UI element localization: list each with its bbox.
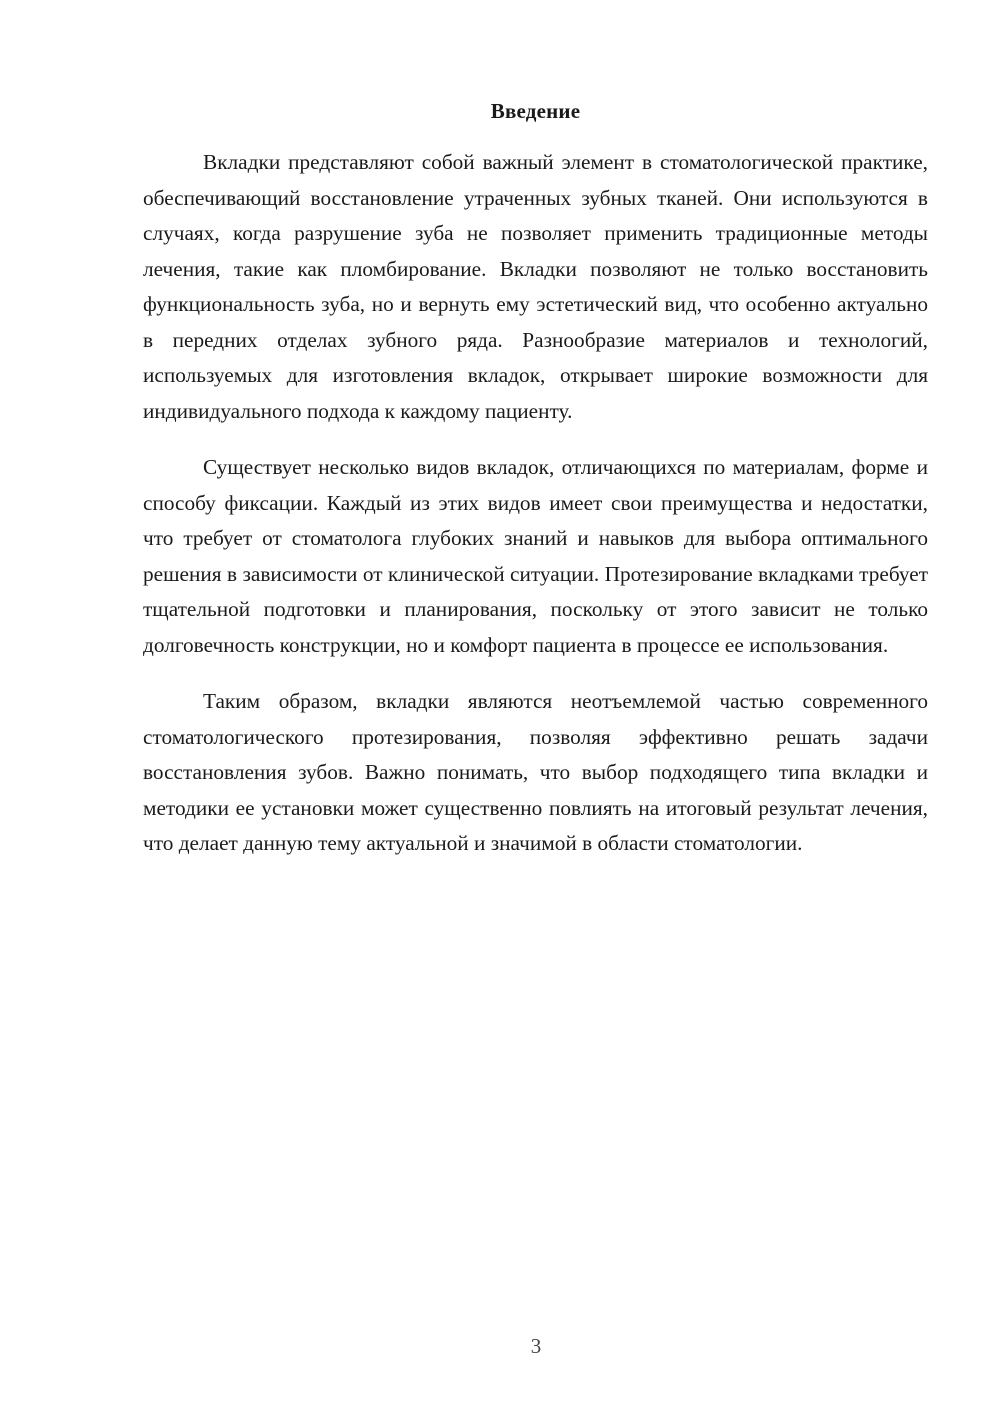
page-content (143, 98, 928, 883)
paragraph-2: Существует несколько видов вкладок, отличающихся по материалам, форме и способу фиксации. Каждый из этих видов имеет свои преимущества и недостатки, что требует от стоматолога глубоких знаний и навыков для выбора оптимального решения в зависимости от клинической ситуации. Протезирование вкладками требует тщательной подготовки и планирования, поскольку от этого зависит не только долговечность конструкции, но и комфорт пациента в процессе ее использования. (143, 455, 928, 657)
paragraph-1: Вкладки представляют собой важный элемент в стоматологической практике, обеспечивающий восстановление утраченных зубных тканей. Они используются в случаях, когда разрушение зуба не позволяет применить традиционные методы лечения, такие как пломбирование. Вкладки позволяют не только восстановить функциональность зуба, но и вернуть ему эстетический вид, что особенно актуально в передних отделах зубного ряда. Разнообразие материалов и технологий, используемых для изготовления вкладок, открывает широкие возможности для индивидуального подхода к каждому пациенту. (143, 150, 928, 423)
page-number: 3 (530, 1334, 542, 1358)
paragraph-3: Таким образом, вкладки являются неотъемлемой частью современного стоматологического протезирования, позволяя эффективно решать задачи восстановления зубов. Важно понимать, что выбор подходящего типа вкладки и методики ее установки может существенно повлиять на итоговый результат лечения, что делает данную тему актуальной и значимой в области стоматологии. (143, 689, 928, 855)
section-heading: Введение (490, 99, 581, 123)
